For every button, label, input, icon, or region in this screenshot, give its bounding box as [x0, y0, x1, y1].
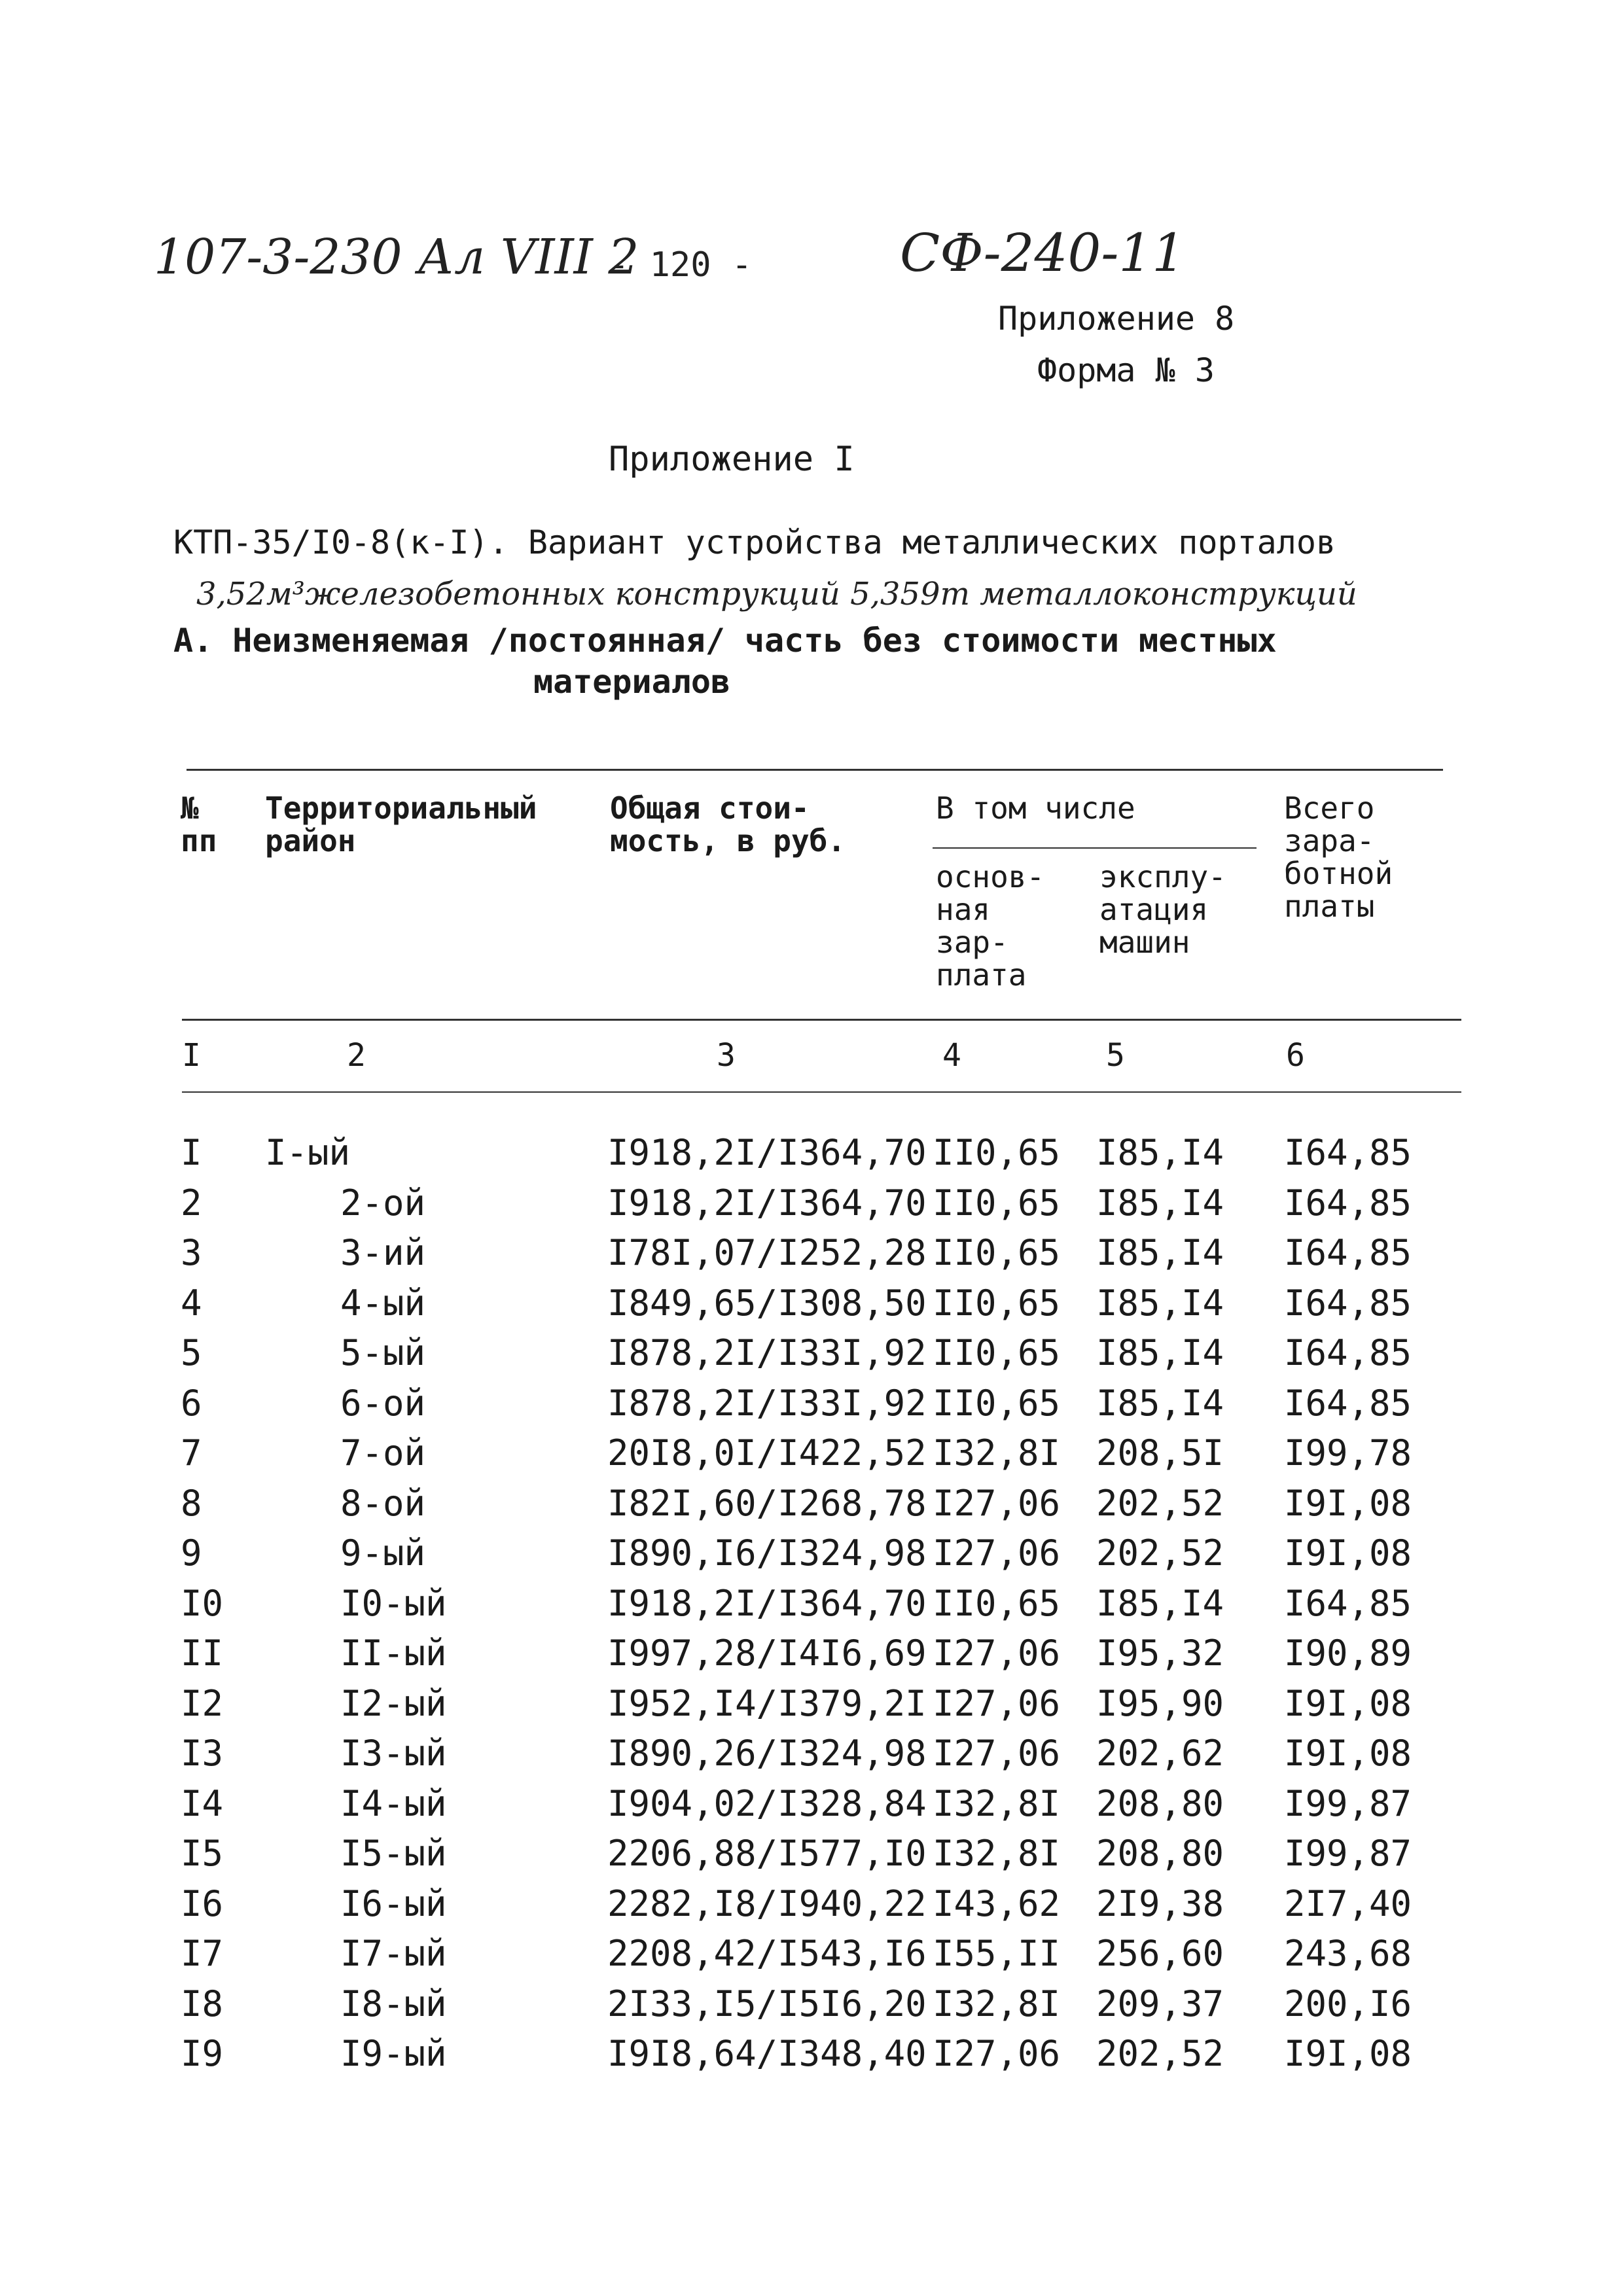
- row-number: I9: [181, 2033, 224, 2074]
- row-base-wage: I32,8I: [933, 1432, 1061, 1474]
- row-machine-operation: I95,90: [1096, 1682, 1224, 1724]
- table-row: [0, 1483, 1623, 1533]
- row-base-wage: I55,II: [933, 1933, 1061, 1974]
- row-number: I4: [181, 1782, 224, 1824]
- row-base-wage: I27,06: [933, 1633, 1061, 1674]
- row-total-cost: I890,I6/I324,98: [607, 1532, 927, 1574]
- table-row: [0, 1683, 1623, 1733]
- row-base-wage: II0,65: [933, 1332, 1061, 1373]
- row-region: I6-ый: [340, 1882, 447, 1924]
- row-number: I5: [181, 1833, 224, 1874]
- row-total-wage: I9I,08: [1284, 1532, 1412, 1574]
- row-machine-operation: 2I9,38: [1096, 1882, 1224, 1924]
- row-total-wage: I99,87: [1284, 1782, 1412, 1824]
- row-base-wage: II0,65: [933, 1382, 1061, 1424]
- row-region: 7-ой: [340, 1432, 426, 1474]
- row-base-wage: I32,8I: [933, 1782, 1061, 1824]
- row-base-wage: I27,06: [933, 1682, 1061, 1724]
- row-base-wage: I27,06: [933, 2033, 1061, 2074]
- row-machine-operation: I85,I4: [1096, 1132, 1224, 1173]
- table-row: [0, 1182, 1623, 1233]
- row-base-wage: II0,65: [933, 1182, 1061, 1224]
- column-number-3: 3: [717, 1037, 736, 1074]
- page-number: - 120 -: [609, 245, 753, 285]
- row-number: 6: [181, 1382, 202, 1424]
- header-total-cost: Общая стои- мость, в руб.: [610, 790, 846, 858]
- row-region: I2-ый: [340, 1682, 447, 1724]
- section-a-heading-cont: материалов: [533, 663, 731, 701]
- row-total-cost: I82I,60/I268,78: [607, 1482, 927, 1524]
- row-total-cost: I878,2I/I33I,92: [607, 1332, 927, 1373]
- row-total-cost: I9I8,64/I348,40: [607, 2033, 927, 2074]
- header-base-wage: основ- ная зар- плата: [936, 859, 1045, 993]
- document-title: КТП-35/I0-8(к-I). Вариант устройства металлических порталов: [173, 523, 1336, 561]
- handwritten-project-code: 107-3-230 Ал VIII 2: [154, 229, 639, 285]
- column-number-rule: [182, 1091, 1461, 1093]
- row-total-wage: 2I7,40: [1284, 1882, 1412, 1924]
- row-machine-operation: 202,52: [1096, 1482, 1224, 1524]
- row-base-wage: II0,65: [933, 1132, 1061, 1173]
- row-total-wage: I99,87: [1284, 1833, 1412, 1874]
- row-machine-operation: I85,I4: [1096, 1282, 1224, 1324]
- row-region: I8-ый: [340, 1983, 447, 2024]
- table-row: [0, 1432, 1623, 1483]
- row-total-cost: I918,2I/I364,70: [607, 1182, 927, 1224]
- row-number: 5: [181, 1332, 202, 1373]
- table-row: [0, 1783, 1623, 1833]
- row-region: 8-ой: [340, 1482, 426, 1524]
- row-machine-operation: 208,5I: [1096, 1432, 1224, 1474]
- row-region: I5-ый: [340, 1833, 447, 1874]
- row-number: I3: [181, 1733, 224, 1774]
- table-row: [0, 1532, 1623, 1583]
- row-region: I3-ый: [340, 1733, 447, 1774]
- row-total-cost: 2208,42/I543,I6: [607, 1933, 927, 1974]
- row-total-wage: 243,68: [1284, 1933, 1412, 1974]
- row-machine-operation: I85,I4: [1096, 1332, 1224, 1373]
- header-including: В том числе: [936, 790, 1135, 826]
- row-total-wage: I64,85: [1284, 1132, 1412, 1173]
- row-base-wage: II0,65: [933, 1282, 1061, 1324]
- column-number-1: I: [182, 1037, 201, 1074]
- table-row: [0, 1933, 1623, 1983]
- row-machine-operation: 202,52: [1096, 1532, 1224, 1574]
- row-total-wage: I64,85: [1284, 1282, 1412, 1324]
- table-row: [0, 1282, 1623, 1333]
- row-total-cost: I904,02/I328,84: [607, 1782, 927, 1824]
- row-region: II-ый: [340, 1633, 447, 1674]
- row-number: I0: [181, 1582, 224, 1624]
- row-total-wage: I64,85: [1284, 1382, 1412, 1424]
- row-machine-operation: 209,37: [1096, 1983, 1224, 2024]
- row-base-wage: I32,8I: [933, 1833, 1061, 1874]
- row-total-cost: I78I,07/I252,28: [607, 1232, 927, 1273]
- row-total-wage: I9I,08: [1284, 2033, 1412, 2074]
- row-total-cost: 2282,I8/I940,22: [607, 1882, 927, 1924]
- incl-subheader-rule: [933, 847, 1257, 849]
- column-number-6: 6: [1286, 1037, 1305, 1074]
- table-row: [0, 1833, 1623, 1883]
- row-base-wage: I43,62: [933, 1882, 1061, 1924]
- header-bottom-rule: [182, 1019, 1461, 1021]
- table-row: [0, 2033, 1623, 2083]
- row-region: I-ый: [265, 1132, 351, 1173]
- row-number: 7: [181, 1432, 202, 1474]
- row-number: I6: [181, 1882, 224, 1924]
- row-total-cost: I890,26/I324,98: [607, 1733, 927, 1774]
- row-total-wage: 200,I6: [1284, 1983, 1412, 2024]
- row-machine-operation: I85,I4: [1096, 1382, 1224, 1424]
- row-total-cost: I849,65/I308,50: [607, 1282, 927, 1324]
- table-row: [0, 1132, 1623, 1182]
- row-machine-operation: I85,I4: [1096, 1582, 1224, 1624]
- row-total-cost: I997,28/I4I6,69: [607, 1633, 927, 1674]
- row-region: 3-ий: [340, 1232, 426, 1273]
- row-total-wage: I64,85: [1284, 1182, 1412, 1224]
- row-total-wage: I64,85: [1284, 1332, 1412, 1373]
- row-machine-operation: I85,I4: [1096, 1232, 1224, 1273]
- table-row: [0, 1332, 1623, 1383]
- table-row: [0, 1633, 1623, 1683]
- column-number-2: 2: [347, 1037, 366, 1074]
- row-region: I7-ый: [340, 1933, 447, 1974]
- table-body: [0, 1132, 1623, 2083]
- row-number: I8: [181, 1983, 224, 2024]
- row-machine-operation: 256,60: [1096, 1933, 1224, 1974]
- table-row: [0, 1383, 1623, 1433]
- row-total-cost: I918,2I/I364,70: [607, 1582, 927, 1624]
- row-base-wage: I27,06: [933, 1733, 1061, 1774]
- row-base-wage: I27,06: [933, 1482, 1061, 1524]
- row-machine-operation: 202,62: [1096, 1733, 1224, 1774]
- row-total-cost: I952,I4/I379,2I: [607, 1682, 927, 1724]
- section-a-heading: А. Неизменяемая /постоянная/ часть без стоимости местных: [173, 622, 1277, 660]
- row-total-cost: 2206,88/I577,I0: [607, 1833, 927, 1874]
- header-num: № пп: [181, 790, 217, 858]
- row-total-wage: I9I,08: [1284, 1733, 1412, 1774]
- column-number-4: 4: [942, 1037, 961, 1074]
- row-number: I2: [181, 1682, 224, 1724]
- row-total-cost: 20I8,0I/I422,52: [607, 1432, 927, 1474]
- row-total-wage: I90,89: [1284, 1633, 1412, 1674]
- row-base-wage: II0,65: [933, 1582, 1061, 1624]
- row-region: I0-ый: [340, 1582, 447, 1624]
- appendix-1-label: Приложение I: [609, 440, 855, 479]
- row-total-wage: I64,85: [1284, 1232, 1412, 1273]
- form-number-label: Форма № 3: [1037, 351, 1215, 389]
- row-total-wage: I64,85: [1284, 1582, 1412, 1624]
- header-machine-operation: эксплу- атация машин: [1099, 859, 1226, 960]
- row-number: 2: [181, 1182, 202, 1224]
- table-row: [0, 1733, 1623, 1783]
- row-machine-operation: 208,80: [1096, 1782, 1224, 1824]
- row-number: I: [181, 1132, 202, 1173]
- row-region: I4-ый: [340, 1782, 447, 1824]
- table-top-rule: [187, 769, 1443, 771]
- header-total-wage: Всего зара- ботной платы: [1284, 790, 1393, 924]
- row-machine-operation: 202,52: [1096, 2033, 1224, 2074]
- row-number: 9: [181, 1532, 202, 1574]
- row-machine-operation: I85,I4: [1096, 1182, 1224, 1224]
- row-total-cost: I918,2I/I364,70: [607, 1132, 927, 1173]
- handwritten-materials-note: 3,52м³железобетонных конструкций 5,359т металлоконструкций: [196, 576, 1357, 612]
- header-region: Территориальный район: [265, 790, 537, 858]
- appendix-8-label: Приложение 8: [998, 300, 1235, 338]
- row-total-cost: 2I33,I5/I5I6,20: [607, 1983, 927, 2024]
- row-region: 5-ый: [340, 1332, 426, 1373]
- table-row: [0, 1232, 1623, 1282]
- row-region: I9-ый: [340, 2033, 447, 2074]
- row-total-cost: I878,2I/I33I,92: [607, 1382, 927, 1424]
- row-machine-operation: 208,80: [1096, 1833, 1224, 1874]
- row-base-wage: II0,65: [933, 1232, 1061, 1273]
- row-region: 6-ой: [340, 1382, 426, 1424]
- row-number: 4: [181, 1282, 202, 1324]
- row-base-wage: I27,06: [933, 1532, 1061, 1574]
- handwritten-sheet-code: СФ-240-11: [900, 222, 1186, 283]
- table-row: [0, 1983, 1623, 2034]
- row-total-wage: I99,78: [1284, 1432, 1412, 1474]
- row-number: II: [181, 1633, 224, 1674]
- row-total-wage: I9I,08: [1284, 1682, 1412, 1724]
- table-row: [0, 1583, 1623, 1633]
- row-machine-operation: I95,32: [1096, 1633, 1224, 1674]
- row-number: 3: [181, 1232, 202, 1273]
- row-region: 2-ой: [340, 1182, 426, 1224]
- row-region: 9-ый: [340, 1532, 426, 1574]
- row-region: 4-ый: [340, 1282, 426, 1324]
- row-total-wage: I9I,08: [1284, 1482, 1412, 1524]
- column-number-5: 5: [1106, 1037, 1125, 1074]
- table-row: [0, 1883, 1623, 1934]
- row-number: 8: [181, 1482, 202, 1524]
- row-base-wage: I32,8I: [933, 1983, 1061, 2024]
- row-number: I7: [181, 1933, 224, 1974]
